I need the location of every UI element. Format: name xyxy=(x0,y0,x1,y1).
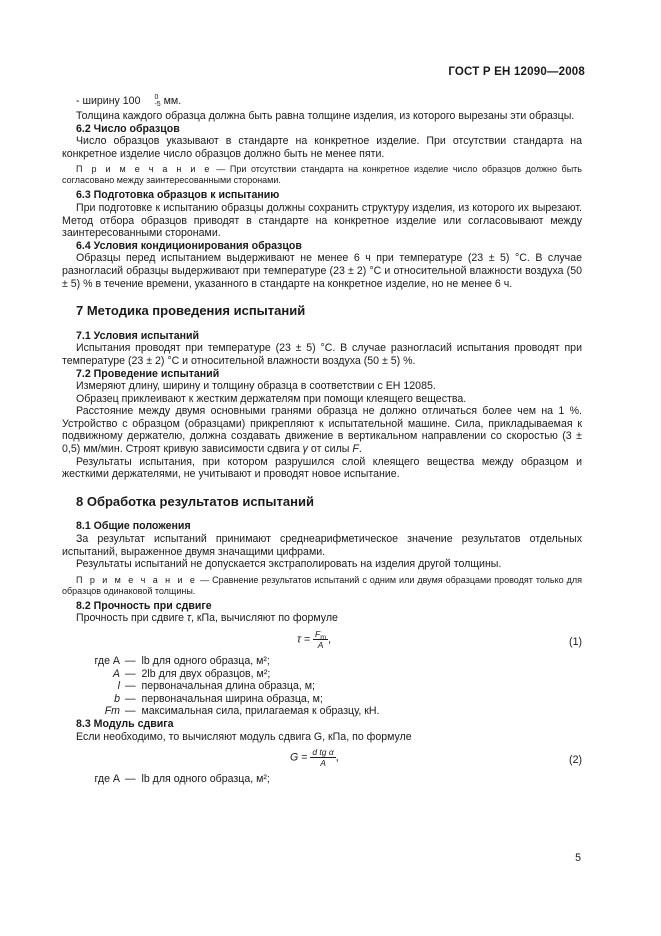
procedure-text-b: от силы xyxy=(307,443,353,456)
width-line xyxy=(62,94,582,108)
width-sub: -5 xyxy=(154,101,161,108)
paragraph-6-3: При подготовке к испытанию образцы должны сохранить структуру изделия, из которого их вырезают. Метод отбора образцов приводят в стандарте на конкретное изделие или согласовывают между заинтересованными сторонами. xyxy=(62,201,582,240)
formula-2-number: (2) xyxy=(569,754,582,767)
paragraph-8-1-b: Результаты испытаний не допускается экстраполировать на изделия другой толщины. xyxy=(76,558,502,571)
definition-row xyxy=(48,705,582,718)
note-6-2 xyxy=(62,164,582,186)
heading-6-2: 6.2 Число образцов xyxy=(76,122,180,135)
definition-term xyxy=(48,668,122,681)
document-code: ГОСТ Р ЕН 12090—2008 xyxy=(448,66,585,78)
formula-1-den-symbol: A xyxy=(317,640,324,650)
formula-2-tail: , xyxy=(335,751,339,764)
formula-1-tail: , xyxy=(328,633,332,646)
definition-text: первоначальная ширина образца, м; xyxy=(141,692,323,705)
definition-row xyxy=(48,773,582,786)
note-label: П р и м е ч а н и е xyxy=(76,574,198,585)
definition-dash: — xyxy=(122,692,139,705)
procedure-text-c: . xyxy=(358,443,362,456)
formula-2-lhs: G = xyxy=(290,751,311,764)
formula-1 xyxy=(62,627,582,653)
section-7-title: 7 Методика проведения испытаний xyxy=(76,303,306,319)
definition-text: 2lb для двух образцов, м²; xyxy=(141,667,271,680)
width-sup: 0 xyxy=(154,94,159,101)
formula-1-number: (1) xyxy=(569,636,582,648)
paragraph-8-2 xyxy=(62,612,582,625)
term-text: b xyxy=(114,692,120,705)
term-text: где A xyxy=(94,655,120,667)
heading-7-1: 7.1 Условия испытаний xyxy=(76,329,200,342)
definition-row xyxy=(48,680,582,693)
definition-term xyxy=(48,693,122,706)
heading-6-4: 6.4 Условия кондиционирования образцов xyxy=(76,239,302,252)
formula-2-fraction xyxy=(310,747,335,768)
definition-dash: — xyxy=(122,705,139,718)
formula-2-expression xyxy=(290,747,339,768)
term-text: A xyxy=(112,667,120,680)
note-text: — При отсутствии стандарта на конкретное изделие число образцов должно быть согласовано между заинтересованными сторонами. xyxy=(62,164,582,186)
paragraph-6-2: Число образцов указывают в стандарте на конкретное изделие. При отсутствии стандарта на конкретное изделие число образцов должно быть не менее пяти. xyxy=(62,135,582,160)
definition-dash: — xyxy=(122,680,139,693)
definition-dash: — xyxy=(122,655,139,667)
formula-2 xyxy=(62,745,582,771)
definition-row xyxy=(48,655,582,668)
formula-1-numerator xyxy=(313,629,328,640)
formula-2-den-symbol: A xyxy=(320,758,326,769)
procedure-text-a: Расстояние между двумя основными гранями образца не должно отличаться более чем на 1 %. Устройство с образцом (образцами) прикрепляют к испытательной машине. Сила, прикладываемая к подвижному держателю, должна создавать движение в вертикальном направлении со скоростью (3 ± 0,5) мм/мин. Строят кривую зависимости сдвига xyxy=(62,405,582,456)
page-number: 5 xyxy=(575,852,581,864)
paragraph-7-2-results: Результаты испытания, при котором разрушился слой клеящего вещества между образцом и жесткими держателями, не учитывают и проводят новое испытание. xyxy=(62,455,582,481)
note-label: П р и м е ч а н и е xyxy=(76,164,212,175)
definition-row xyxy=(48,693,582,706)
width-suffix: мм. xyxy=(160,94,182,107)
formula-2-num-symbol: d tg α xyxy=(312,747,334,758)
paragraph-7-2-procedure xyxy=(62,405,582,455)
formula-1-lhs: τ = xyxy=(297,633,314,646)
paragraph-6-4: Образцы перед испытанием выдерживают не менее 6 ч при температуре (23 ± 5) °С. В случае разногласий образцы выдерживают при температуре (23 ± 2) °С и относительной влажности воздуха (50 ± 5) % в течение времени, указанного в стандарте на конкретное изделие, но не менее 6 ч. xyxy=(62,252,582,290)
formula-1-fraction xyxy=(313,629,328,650)
definition-dash: — xyxy=(122,667,139,680)
tau-symbol: τ xyxy=(187,612,191,625)
force-symbol: F xyxy=(352,443,359,456)
thickness-paragraph: Толщина каждого образца должна быть равна толщине изделия, из которого вырезаны эти образцы. xyxy=(76,110,575,122)
definition-text: lb для одного образца, м²; xyxy=(141,655,270,667)
section-8-title: 8 Обработка результатов испытаний xyxy=(76,493,314,509)
note-text: — Сравнение результатов испытаний с одним или двумя образцами проводят только для образцов одинаковой толщины. xyxy=(62,574,582,596)
formula-1-expression xyxy=(297,629,331,650)
paragraph-7-1: Испытания проводят при температуре (23 ± 5) °С. В случае разногласий испытания проводят при температуре (23 ± 2) °С и относительной влажности воздуха (50 ± 5) %. xyxy=(62,342,582,367)
term-text: l xyxy=(117,680,120,693)
definition-term xyxy=(48,773,122,786)
heading-8-1: 8.1 Общие положения xyxy=(76,520,191,533)
shear-intro-a: Прочность при сдвиге xyxy=(76,612,188,625)
heading-6-3: 6.3 Подготовка образцов к испытанию xyxy=(76,189,280,202)
formula-2-denominator xyxy=(310,758,335,768)
paragraph-7-2-measure: Измеряют длину, ширину и толщину образца в соответствии с ЕН 12085. xyxy=(76,380,436,393)
definition-term xyxy=(48,680,122,693)
definitions-list-1 xyxy=(62,655,582,718)
width-prefix: - ширину 100 xyxy=(76,94,141,107)
definition-text: lb для одного образца, м²; xyxy=(141,773,270,786)
note-8-1 xyxy=(62,575,582,597)
definition-text: первоначальная длина образца, м; xyxy=(141,680,315,693)
formula-2-numerator xyxy=(310,747,335,758)
shear-intro-b: , кПа, вычисляют по формуле xyxy=(191,612,338,625)
paragraph-7-2-glue: Образец приклеивают к жестким держателям при помощи клеящего вещества. xyxy=(76,392,467,405)
definition-dash: — xyxy=(122,773,139,786)
definition-term xyxy=(48,705,122,718)
formula-1-num-sub: m xyxy=(320,634,327,642)
width-tolerance xyxy=(140,94,160,108)
gamma-symbol: γ xyxy=(302,443,308,456)
term-text: Fm xyxy=(104,705,120,718)
paragraph-8-1-a: За результат испытаний принимают среднеарифметическое значение результатов отдельных испытаний, выраженное двумя значащими цифрами. xyxy=(62,533,582,558)
heading-7-2: 7.2 Проведение испытаний xyxy=(76,367,220,380)
definition-text: максимальная сила, прилагаемая к образцу, кН. xyxy=(141,705,380,718)
heading-8-3: 8.3 Модуль сдвига xyxy=(76,717,174,730)
term-text: где A xyxy=(94,773,120,786)
document-body xyxy=(62,94,582,786)
definition-term xyxy=(48,655,122,668)
heading-8-2: 8.2 Прочность при сдвиге xyxy=(76,599,212,612)
definition-row xyxy=(48,668,582,681)
formula-1-num-symbol: F xyxy=(315,629,321,639)
paragraph-8-3: Если необходимо, то вычисляют модуль сдвига G, кПа, по формуле xyxy=(76,730,412,743)
